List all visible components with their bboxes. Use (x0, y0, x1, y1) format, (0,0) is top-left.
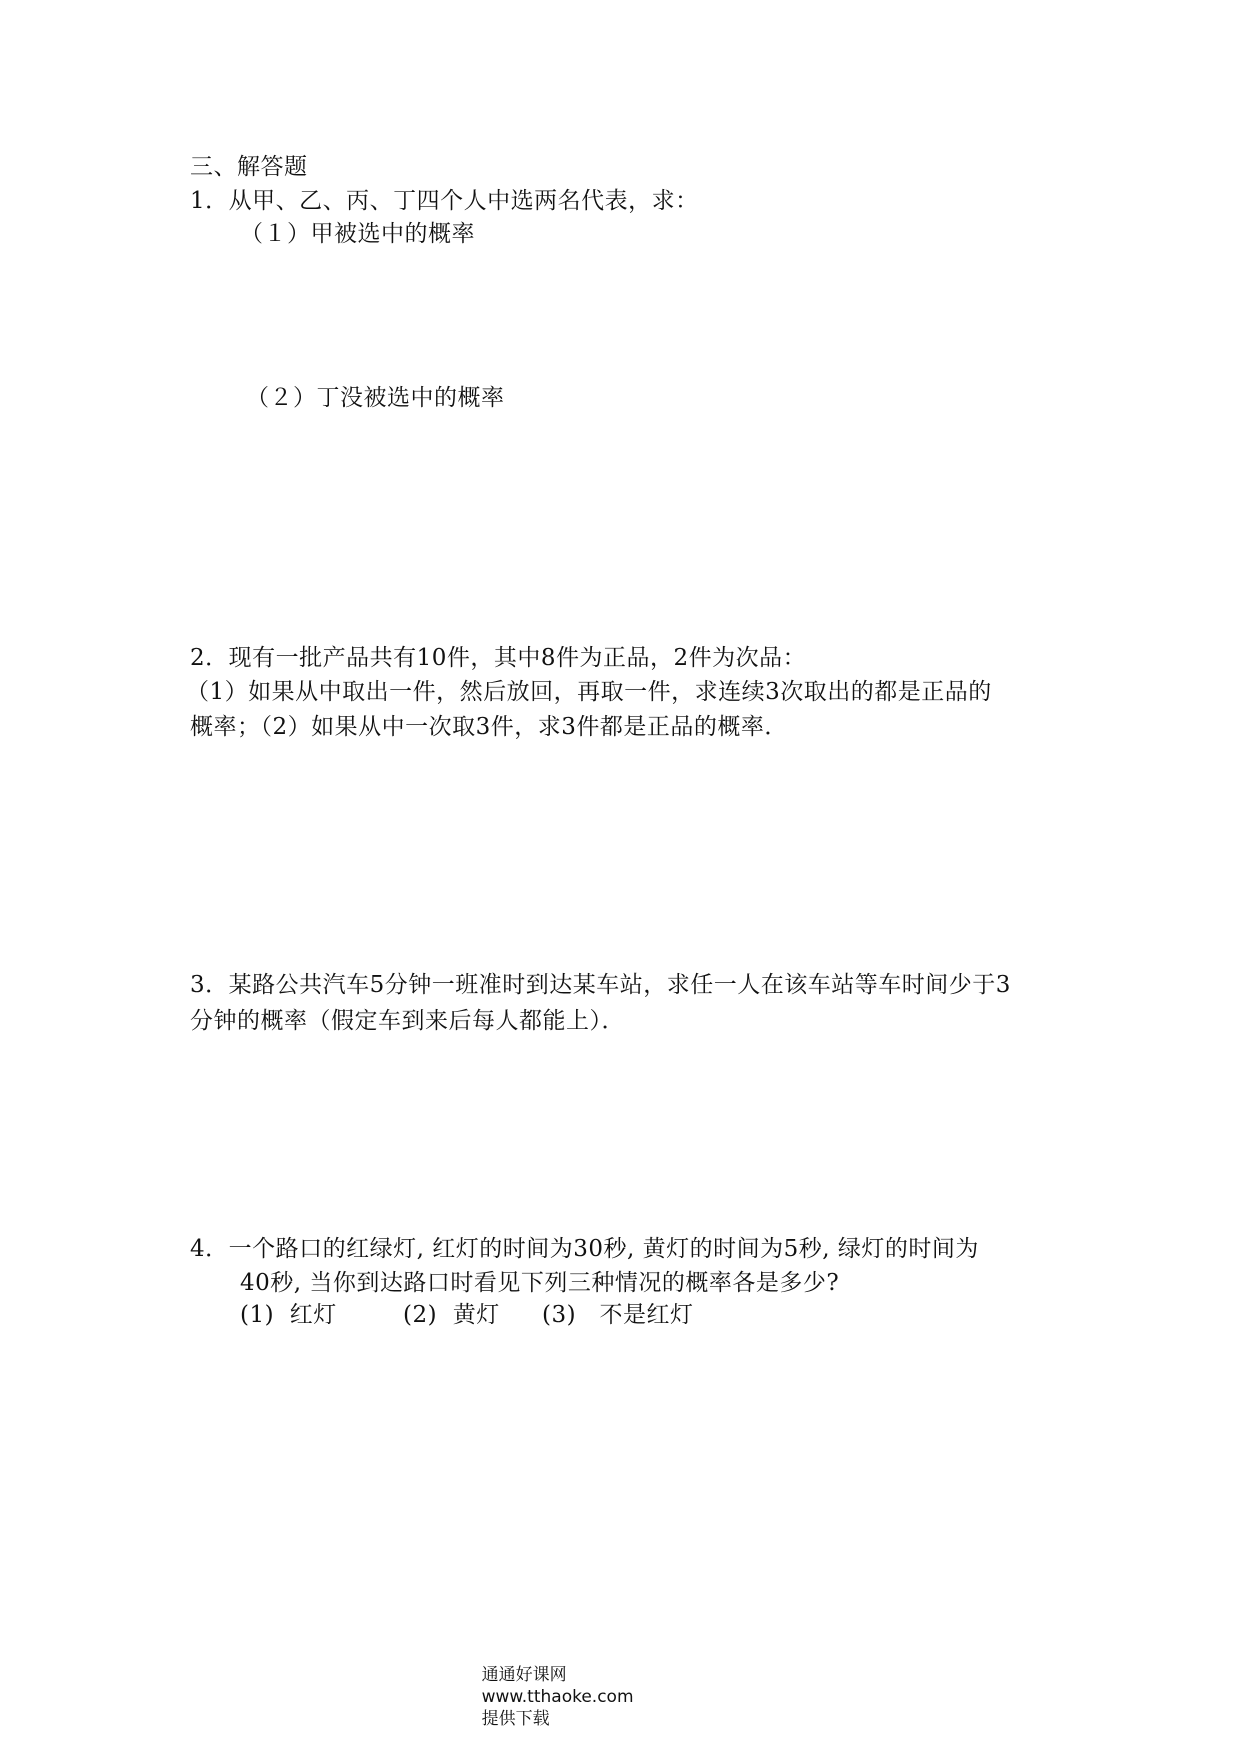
question-3-line-2: 分钟的概率（假定车到来后每人都能上）． (190, 1008, 625, 1034)
footer-url: www.tthaoke.com (481, 1687, 634, 1707)
question-2-line-2: （1）如果从中取出一件，然后放回，再取一件，求连续3次取出的都是正品的 (186, 679, 992, 705)
page-footer (460, 1642, 638, 1752)
question-4-line-1: 4．一个路口的红绿灯, 红灯的时间为30秒, 黄灯的时间为5秒, 绿灯的时间为 (190, 1236, 979, 1262)
question-4-line-2: 40秒, 当你到达路口时看见下列三种情况的概率各是多少? (240, 1270, 840, 1296)
question-2-line-3: 概率；（2）如果从中一次取3件，求3件都是正品的概率． (190, 714, 788, 740)
footer-tagline: 提供下载 (481, 1709, 550, 1729)
section-title: 三、解答题 (190, 154, 308, 180)
question-4-option-3: (3) 不是红灯 (542, 1302, 694, 1328)
question-4-option-1: (1) 红灯 (240, 1302, 337, 1328)
question-1-part-2: （２）丁没被选中的概率 (246, 385, 505, 411)
question-1-part-1: （１）甲被选中的概率 (240, 221, 475, 247)
question-2-line-1: 2．现有一批产品共有10件，其中8件为正品，2件为次品： (190, 645, 807, 671)
question-1-text: 1．从甲、乙、丙、丁四个人中选两名代表，求： (190, 188, 699, 214)
question-3-line-1: 3．某路公共汽车5分钟一班准时到达某车站，求任一人在该车站等车时间少于3 (190, 972, 1011, 998)
footer-site-name: 通通好课网 (481, 1665, 567, 1685)
question-4-option-2: (2) 黄灯 (403, 1302, 500, 1328)
